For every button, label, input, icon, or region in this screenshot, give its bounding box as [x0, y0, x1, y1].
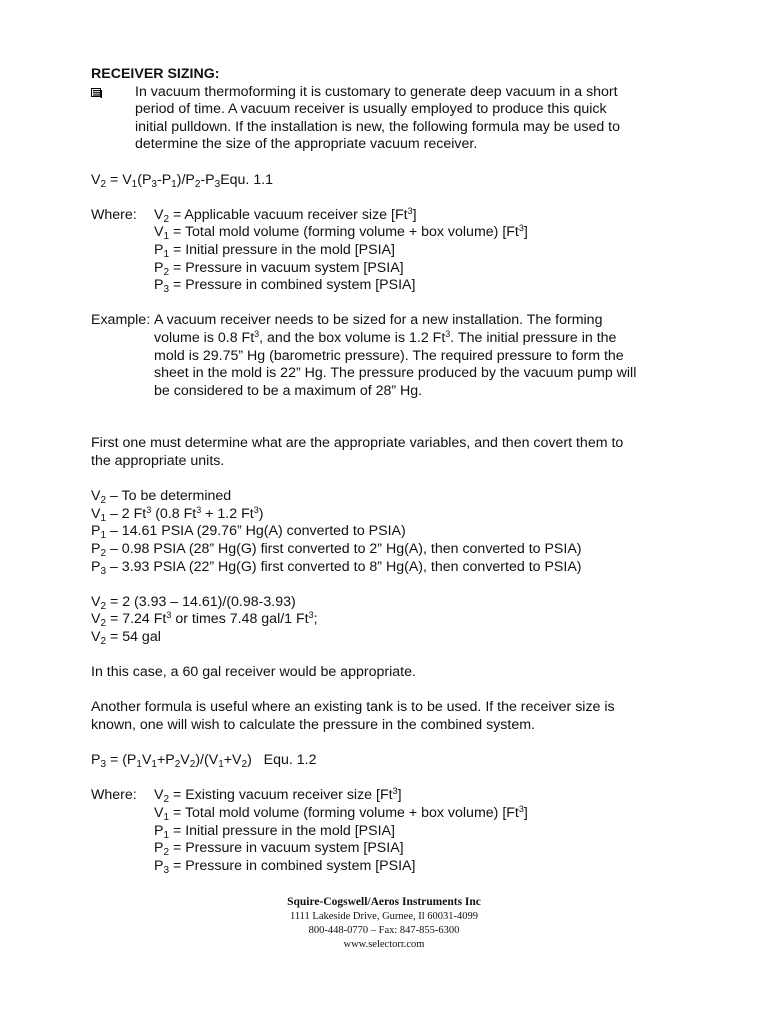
- example-line: sheet in the mold is 22” Hg. The pressure produced by the vacuum pump will: [154, 365, 637, 382]
- where-label: Where:: [91, 206, 137, 223]
- document-body: [91, 66, 691, 875]
- intro-line: In vacuum thermoforming it is customary to generate deep vacuum in a short: [135, 83, 618, 100]
- example-line: be considered to be a maximum of 28” Hg.: [154, 382, 423, 399]
- intro-line: period of time. A vacuum receiver is usually employed to produce this quick: [135, 101, 607, 118]
- calculation-block: $V_2 = 2$ (3.93 – 14.61)/(0.98-3.93) $V_2 = 7.24$ Ft$^3$ or times 7.48 gal/1 Ft$^3$; $V_2 = 54$ gal: [91, 593, 318, 647]
- intro-line: initial pulldown. If the installation is new, the following formula may be used to: [135, 118, 621, 135]
- document-bullet-icon: [91, 88, 102, 98]
- step-intro-line: First one must determine what are the appropriate variables, and then covert them to: [91, 435, 624, 452]
- equation-1-2: $P_3 = (P_1V_1+P_2V_2)/(V_1+V_2)$ Equ. 1.2: [91, 752, 317, 771]
- step-intro-line: the appropriate units.: [91, 453, 225, 470]
- example-line: volume is 0.8 Ft$^3$, and the box volume is 1.2 Ft$^3$. The initial pressure in the: [154, 328, 617, 346]
- example-label: Example:: [91, 312, 151, 329]
- footer-website: www.selectorr.com: [343, 939, 425, 950]
- conclusion-text: In this case, a 60 gal receiver would be appropriate.: [91, 664, 416, 681]
- equation-1-1: $V_2 = V_1(P_3-P_1)/P_2-P_3Equ$. 1.1: [91, 171, 274, 190]
- where-block-1: Where: $V_2$ = Applicable vacuum receiver size [Ft$^3$] $V_1$ = Total mold volume (forming volume + box volume) [Ft$^3$] $P_1$ = Initial pressure in the mold [PSIA] $P_2$ = Pressure in vacuum system [PSIA] $P_3$ = Pressure in combined system [PSIA]: [91, 205, 528, 296]
- footer-phone: 800-448-0770 – Fax: 847-855-6300: [308, 925, 460, 936]
- intro-paragraph: [91, 84, 691, 154]
- footer-company: Squire-Cogswell/Aeros Instruments Inc: [287, 896, 481, 908]
- where-block-2: Where: $V_2$ = Existing vacuum receiver size [Ft$^3$] $V_1$ = Total mold volume (forming volume + box volume) [Ft$^3$] $P_1$ = Initial pressure in the mold [PSIA] $P_2$ = Pressure in vacuum system [PSIA] $P_3$ = Pressure in combined system [PSIA]: [91, 786, 528, 876]
- where-label: Where:: [91, 787, 137, 804]
- second-intro-line: known, one will wish to calculate the pressure in the combined system.: [91, 716, 535, 733]
- footer-address: 1111 Lakeside Drive, Gurnee, Il 60031-4099: [289, 911, 479, 922]
- variables-block: $V_2$ – To be determined $V_1 - 2$ Ft$^3$ (0.8 $Ft^3 + 1.2$ Ft$^3$) $P_1 - 14.61$ PSIA (29.76” Hg(A) converted to PSIA) $P_2 - 0.98$ PSIA (28” Hg(G) first converted to 2” Hg(A), then converted to PSIA) $P_3 - 3.93$ PSIA (22” Hg(G) first converted to 8” Hg(A), then converted to PSIA): [91, 488, 582, 577]
- section-heading: RECEIVER SIZING:: [91, 66, 220, 82]
- page-footer: [0, 895, 768, 952]
- example-line: mold is 29.75” Hg (barometric pressure). The required pressure to form the: [154, 347, 624, 364]
- intro-line: determine the size of the appropriate vacuum receiver.: [135, 136, 478, 153]
- example-line: A vacuum receiver needs to be sized for a new installation. The forming: [154, 312, 603, 329]
- example-block: [91, 312, 691, 400]
- second-intro-line: Another formula is useful where an existing tank is to be used. If the receiver size is: [91, 699, 615, 716]
